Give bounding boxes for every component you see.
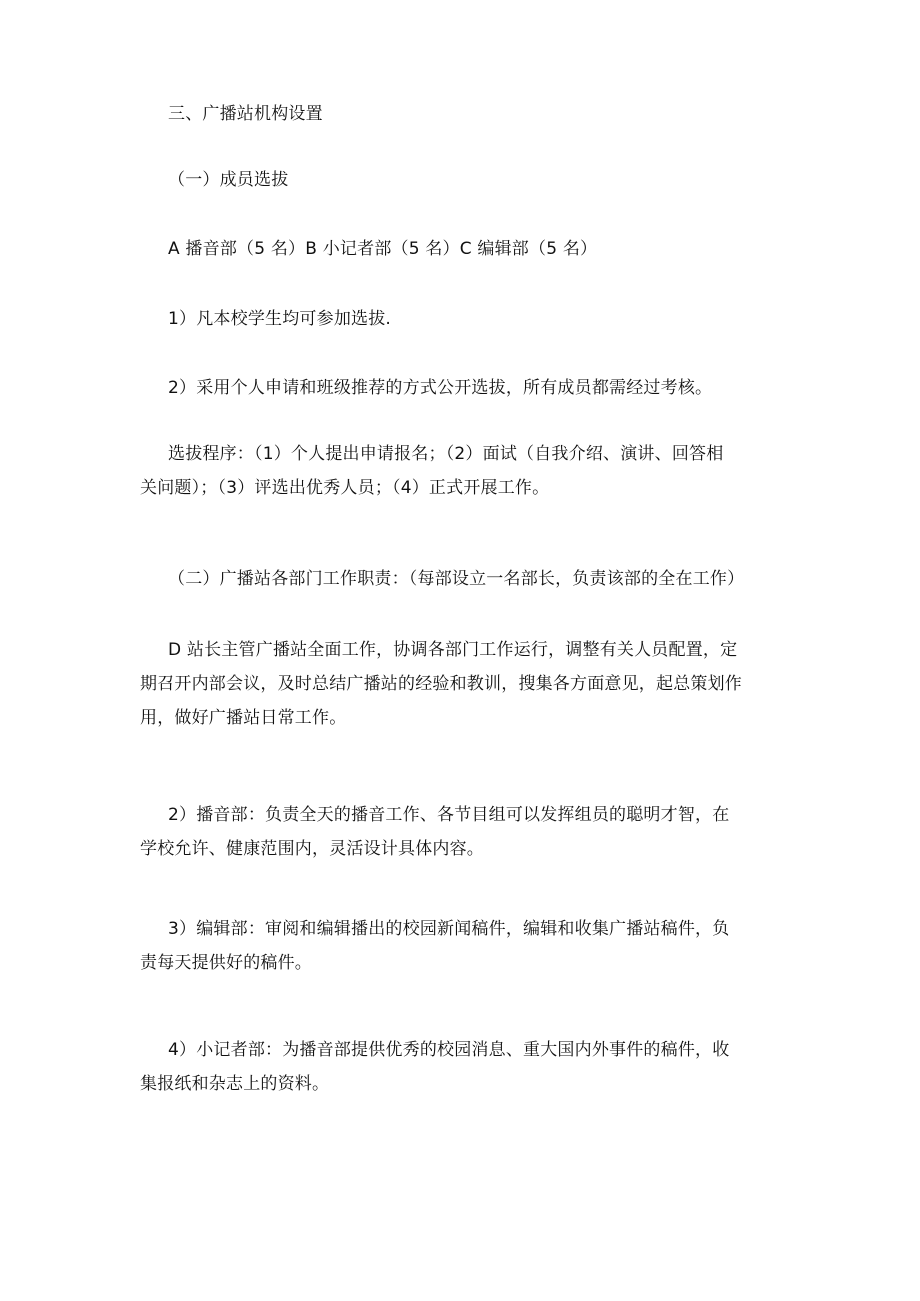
duty-broadcast-dept — [140, 798, 729, 866]
procedure-line: 选拔程序：（1）个人提出申请报名；（2）面试（自我介绍、演讲、回答相 — [168, 444, 724, 464]
duty-line: 用，做好广播站日常工作。 — [140, 708, 347, 728]
selection-procedure — [140, 437, 723, 505]
duty-line: 集报纸和杂志上的资料。 — [140, 1074, 330, 1094]
duty-line: 2）播音部：负责全天的播音工作、各节目组可以发挥组员的聪明才智，在 — [168, 805, 730, 825]
duty-line: 3）编辑部：审阅和编辑播出的校园新闻稿件，编辑和收集广播站稿件，负 — [168, 919, 730, 939]
duty-line: 责每天提供好的稿件。 — [140, 953, 312, 973]
selection-item-1: 1）凡本校学生均可参加选拔. — [168, 309, 392, 329]
duty-editing-dept — [140, 912, 729, 980]
procedure-line: 关问题）；（3）评选出优秀人员；（4）正式开展工作。 — [140, 478, 550, 498]
duty-line: D 站长主管广播站全面工作，协调各部门工作运行，调整有关人员配置，定 — [168, 640, 738, 660]
duty-line: 期召开内部会议，及时总结广播站的经验和教训，搜集各方面意见，起总策划作 — [140, 674, 742, 694]
selection-item-2: 2）采用个人申请和班级推荐的方式公开选拔，所有成员都需经过考核。 — [168, 378, 713, 398]
subsection-title-duties: （二）广播站各部门工作职责：（每部设立一名部长，负责该部的全在工作） — [168, 569, 745, 589]
duty-line: 学校允许、健康范围内，灵活设计具体内容。 — [140, 839, 484, 859]
departments-quota: A 播音部（5 名）B 小记者部（5 名）C 编辑部（5 名） — [168, 239, 598, 259]
duty-line: 4）小记者部：为播音部提供优秀的校园消息、重大国内外事件的稿件，收 — [168, 1040, 730, 1060]
section-heading: 三、广播站机构设置 — [168, 104, 323, 124]
duty-station-chief — [140, 633, 742, 735]
duty-reporter-dept — [140, 1033, 729, 1101]
subsection-title-selection: （一）成员选拔 — [168, 170, 289, 190]
